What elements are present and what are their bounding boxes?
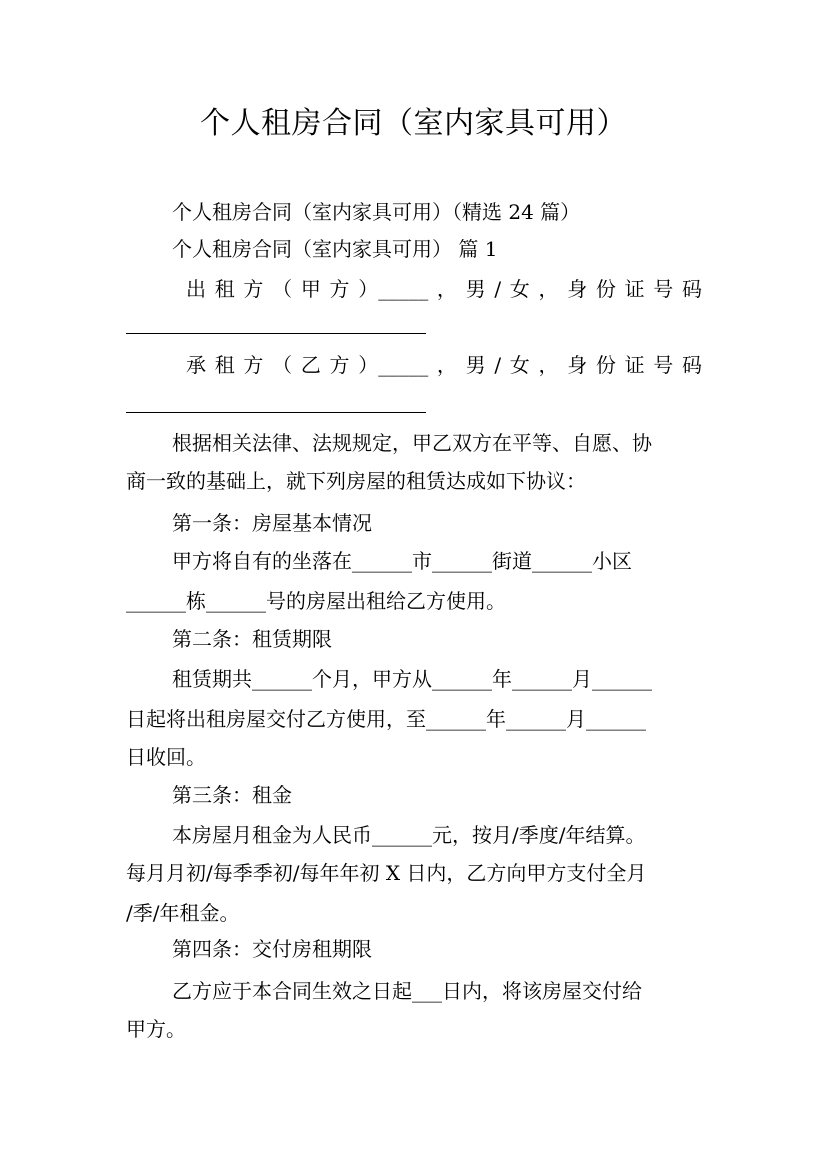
lessor-char: 租 — [214, 277, 235, 301]
article-2-title: 第二条：租赁期限 — [172, 627, 332, 651]
lessee-char: （ — [272, 353, 293, 377]
intro-paragraph-line-2: 商一致的基础上，就下列房屋的租赁达成如下协议： — [126, 469, 586, 493]
document-title: 个人租房合同（室内家具可用） — [200, 106, 627, 141]
lessor-char: 出 — [186, 277, 206, 301]
lessor-line — [186, 274, 702, 304]
lessee-line — [186, 350, 702, 380]
article-3-line-2: 每月月初/每季季初/每年年初 X 日内，乙方向甲方支付全月 — [126, 861, 647, 885]
article-1-line-2: ______栋______号的房屋出租给乙方使用。 — [126, 589, 506, 613]
lessor-char: 号 — [653, 277, 674, 301]
lessee-char: 租 — [214, 353, 235, 377]
article-4-line-1: 乙方应于本合同生效之日起___日内，将该房屋交付给 — [172, 979, 642, 1003]
lessor-char: 身 — [567, 277, 588, 301]
lessee-char: ）_____ — [358, 353, 429, 377]
article-3-line-1: 本房屋月租金为人民币______元，按月/季度/年结算。 — [172, 823, 646, 847]
lessee-char: 方 — [329, 353, 350, 377]
lessor-char: ）_____ — [358, 277, 429, 301]
lessor-char: 方 — [329, 277, 350, 301]
intro-paragraph-line-1: 根据相关法律、法规规定，甲乙双方在平等、自愿、协 — [172, 431, 652, 455]
lessee-char: 身 — [567, 353, 588, 377]
article-1-line-1: 甲方将自有的坐落在______市______街道______小区 — [172, 549, 632, 573]
lessor-char: （ — [272, 277, 293, 301]
lessor-char: ， — [436, 277, 457, 301]
lessor-char: ， — [538, 277, 559, 301]
article-1-title: 第一条：房屋基本情况 — [172, 511, 372, 535]
lessee-char: 方 — [243, 353, 264, 377]
article-2-line-1: 租赁期共______个月，甲方从______年______月______ — [172, 667, 652, 691]
lessor-char: 女 — [509, 277, 530, 301]
section-heading: 个人租房合同（室内家具可用） 篇 1 — [172, 237, 498, 261]
lessee-char: ， — [436, 353, 457, 377]
lessee-char: / — [494, 353, 502, 377]
lessor-char: 男 — [465, 277, 486, 301]
lessee-char: 号 — [653, 353, 674, 377]
lessee-char: 乙 — [300, 353, 321, 377]
article-3-title: 第三条：租金 — [172, 783, 292, 807]
lessee-char: ， — [538, 353, 559, 377]
lessor-char: / — [494, 277, 502, 301]
article-3-line-3: /季/年租金。 — [126, 901, 240, 925]
lessee-char: 证 — [624, 353, 645, 377]
lessee-char: 男 — [465, 353, 486, 377]
lessor-char: 证 — [624, 277, 645, 301]
lessor-char: 码 — [682, 277, 702, 301]
lessor-char: 甲 — [300, 277, 321, 301]
lessee-char: 承 — [186, 353, 206, 377]
lessee-id-blank — [126, 412, 426, 413]
lessee-char: 码 — [682, 353, 702, 377]
article-2-line-2: 日起将出租房屋交付乙方使用，至______年______月______ — [126, 707, 646, 731]
article-2-line-3: 日收回。 — [126, 745, 206, 769]
article-4-line-2: 甲方。 — [126, 1017, 186, 1041]
lessor-char: 份 — [595, 277, 616, 301]
lessee-char: 份 — [595, 353, 616, 377]
lessor-char: 方 — [243, 277, 264, 301]
article-4-title: 第四条：交付房租期限 — [172, 937, 372, 961]
lessee-char: 女 — [509, 353, 530, 377]
lessor-id-blank — [126, 333, 426, 334]
document-subtitle: 个人租房合同（室内家具可用）（精选 24 篇） — [172, 200, 581, 224]
